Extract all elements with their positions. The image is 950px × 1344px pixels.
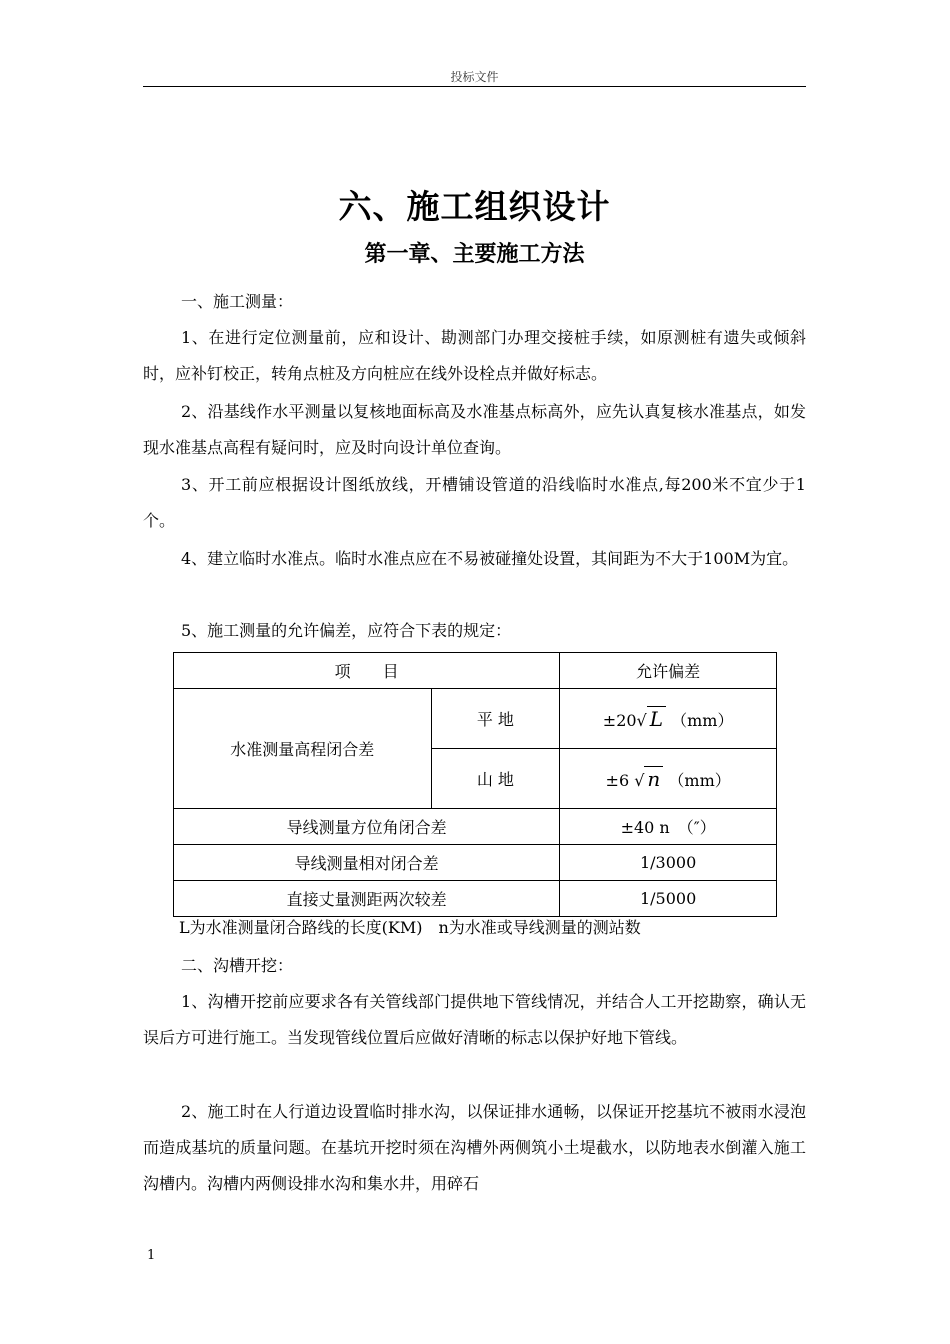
section2-item-1: 1、沟槽开挖前应要求各有关管线部门提供地下管线情况，并结合人工开挖勘察，确认无误后方可进行施工。当发现管线位置后应做好清晰的标志以保护好地下管线。 <box>143 992 806 1047</box>
table-header-tolerance: 允许偏差 <box>560 653 777 689</box>
formula-prefix: ±6 <box>605 770 635 790</box>
page-title: 六、施工组织设计 <box>338 187 611 226</box>
page-number: 1 <box>147 1248 156 1263</box>
table-cell-item: 导线测量方位角闭合差 <box>174 809 560 845</box>
table-note: L为水准测量闭合路线的长度(KM) n为水准或导线测量的测站数 <box>179 918 641 937</box>
formula-radicand: n <box>644 766 663 791</box>
sqrt-symbol: √ n <box>634 767 663 791</box>
section1-heading: 一、施工测量： <box>181 292 294 311</box>
table-cell-value: 1/3000 <box>560 845 777 881</box>
section2-item-2: 2、施工时在人行道边设置临时排水沟，以保证排水通畅，以保证开挖基坑不被雨水浸泡而造成基坑的质量问题。在基坑开挖时须在沟槽外两侧筑小土堤截水，以防地表水倒灌入施工沟槽内。沟槽内两侧设排水沟和集水井，用碎石 <box>143 1102 806 1193</box>
table-cell-formula <box>560 689 777 749</box>
header-rule <box>143 86 806 87</box>
table-row <box>174 689 777 749</box>
table-cell-formula <box>560 749 777 809</box>
section1-item-5: 5、施工测量的允许偏差，应符合下表的规定： <box>181 621 512 640</box>
table-row <box>174 881 777 917</box>
table-row <box>174 809 777 845</box>
table-cell-group: 水准测量高程闭合差 <box>174 689 432 809</box>
formula-unit: （mm） <box>671 710 734 730</box>
table-cell-sub: 平 地 <box>431 689 560 749</box>
table-header-row <box>174 653 777 689</box>
sqrt-symbol: √ L <box>637 707 666 731</box>
tolerance-table <box>173 652 777 917</box>
table-cell-item: 导线测量相对闭合差 <box>174 845 560 881</box>
chapter-title: 第一章、主要施工方法 <box>364 242 585 267</box>
table-cell-sub: 山 地 <box>431 749 560 809</box>
section1-item-4: 4、建立临时水准点。临时水准点应在不易被碰撞处设置，其间距为不大于100M为宜。 <box>181 549 799 568</box>
table-row <box>174 845 777 881</box>
document-header: 投标文件 <box>450 70 499 84</box>
formula-prefix: ±20 <box>602 710 637 730</box>
table-cell-value: ±40 n （″） <box>560 809 777 845</box>
formula-radicand: L <box>647 706 666 731</box>
section1-item-1: 1、在进行定位测量前，应和设计、勘测部门办理交接桩手续，如原测桩有遗失或倾斜时，应补钉校正，转角点桩及方向桩应在线外设栓点并做好标志。 <box>143 328 806 383</box>
table-cell-value: 1/5000 <box>560 881 777 917</box>
formula-unit: （mm） <box>668 770 731 790</box>
section1-item-2: 2、沿基线作水平测量以复核地面标高及水准基点标高外，应先认真复核水准基点，如发现水准基点高程有疑问时，应及时向设计单位查询。 <box>143 402 806 457</box>
table-cell-item: 直接丈量测距两次较差 <box>174 881 560 917</box>
table-header-item: 项 目 <box>174 653 560 689</box>
section1-item-3: 3、开工前应根据设计图纸放线，开槽铺设管道的沿线临时水准点,每200米不宜少于1个。 <box>143 475 806 530</box>
section2-heading: 二、沟槽开挖： <box>181 956 294 975</box>
